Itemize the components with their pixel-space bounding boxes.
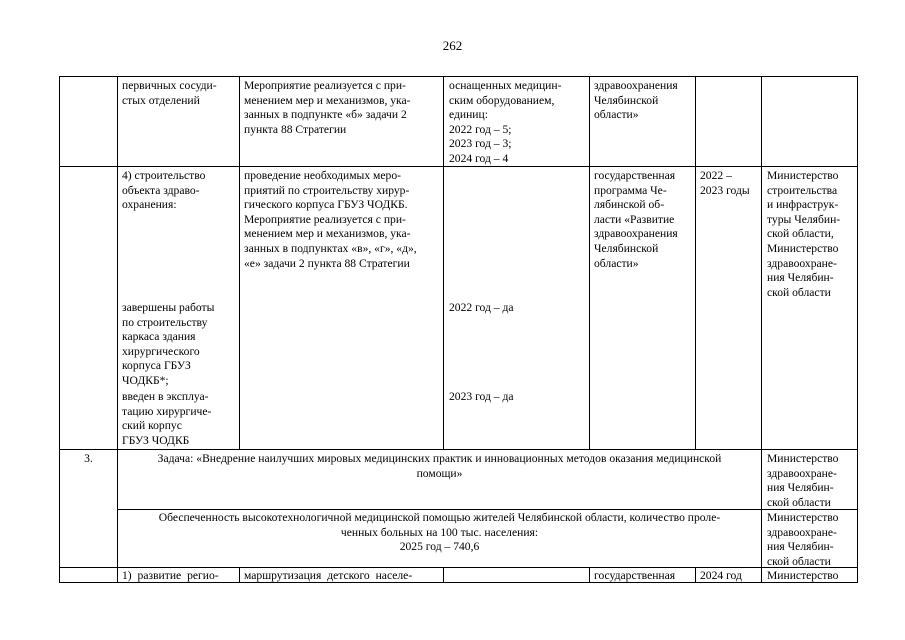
row1-indicator-cell: оснащенных медицин- ским оборудованием, единиц: 2022 год – 5; 2023 год – 3; 2024 год – 4	[449, 79, 562, 165]
row3-number: 3.	[84, 452, 93, 465]
row2-program-cell: государственная программа Че- лябинской об- ласти «Развитие здравоохранения Челябинской области»	[594, 169, 678, 270]
row1-program-cell: здравоохранения Челябинской области»	[594, 79, 678, 122]
row1-measure-cell: Мероприятие реализуется с при- менением мер и механизмов, ука- занных в подпункте «б» задачи 2 пункта 88 Стратегии	[244, 79, 411, 136]
row2-result-b: введен в эксплуа- тацию хирургиче- ский корпус ГБУЗ ЧОДКБ	[122, 390, 212, 447]
row2-result-a: завершены работы по строительству каркаса здания хирургического корпуса ГБУЗ ЧОДКБ*;	[122, 301, 215, 387]
row2-measure-cell: проведение необходимых меро- приятий по строительству хирур- гического корпуса ГБУЗ ЧОДКБ. Мероприятие реализуется с при- менением мер и механизмов, ука- занных в подпунктах «в», «г», «д», «е» задачи 2 пункта 88 Стратегии	[244, 169, 417, 270]
row5-measure-cell: маршрутизация детского населе-	[244, 569, 413, 582]
row4-indicator: Обеспеченность высокотехнологичной медицинской помощью жителей Челябинской области, количество проле- ченных больных на 100 тыс. населения: 2025 год – 740,6	[158, 511, 721, 554]
row5-period-cell: 2024 год	[700, 569, 742, 582]
row3-task-title: Задача: «Внедрение наилучших мировых медицинских практик и инновационных методов оказания медицинской помощи»	[157, 452, 722, 480]
page-number: 262	[442, 38, 463, 53]
row3-responsible-cell: Министерство здравоохране- ния Челябин- ской области	[767, 452, 839, 509]
row2-period-cell: 2022 – 2023 годы	[700, 169, 750, 197]
row2-indicator-a: 2022 год – да	[449, 301, 514, 314]
row5-objective-cell: 1) развитие регио-	[122, 569, 219, 582]
row5-responsible-cell: Министерство	[767, 569, 839, 582]
row2-responsible-cell: Министерство строительства и инфраструк- туры Челябин- ской области, Министерство здравоохране- ния Челябин- ской области	[767, 169, 841, 299]
row4-responsible-cell: Министерство здравоохране- ния Челябин- ской области	[767, 511, 839, 568]
row5-program-cell: государственная	[594, 569, 676, 582]
row2-objective-cell: 4) строительство объекта здраво- охранения:	[122, 169, 206, 212]
row2-indicator-b: 2023 год – да	[449, 390, 514, 403]
row1-objective-cell: первичных сосуди- стых отделений	[122, 79, 217, 107]
